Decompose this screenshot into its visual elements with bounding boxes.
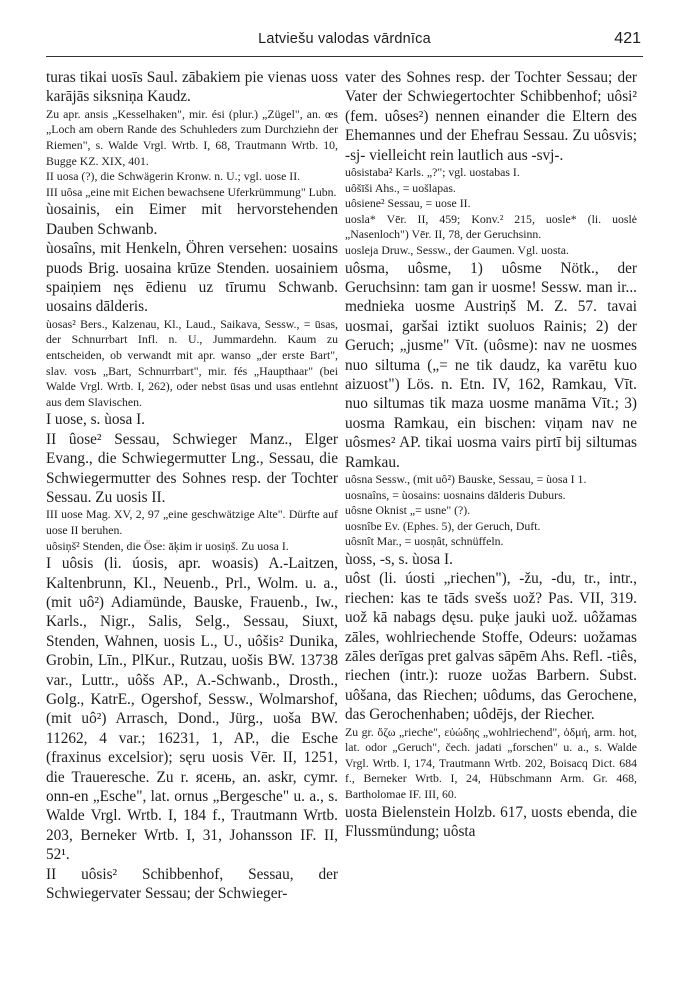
- entry-paragraph: uosla* Vēr. II, 459; Konv.² 215, uosle* (li. uoslė „Nasenloch") Vēr. II, 78, der Geruchsinn.: [345, 211, 637, 242]
- right-column: [345, 68, 637, 992]
- page-header: [46, 30, 643, 57]
- entry-paragraph: turas tikai uosīs Saul. zābakiem pie vienas uoss karājās siksniņa Kaudz.: [46, 69, 338, 106]
- entry-paragraph: uosta Bielenstein Holzb. 617, uosts ebenda, die Flussmündung; uôsta: [345, 803, 637, 841]
- entry-paragraph: I uose, s. ùosa I.: [46, 411, 145, 429]
- entry-paragraph: II uôsis² Schibbenhof, Sessau, der Schwiegervater Sessau; der Schwieger-: [46, 865, 338, 903]
- entry-paragraph: ùosaîns, mit Henkeln, Öhren versehen: uosains puods Brig. uosaina krūze Stenden. uosainiem spaiņiem nęs ēdienu uz tīrumu Schwanb. uosains dālderis.: [46, 240, 338, 316]
- entry-paragraph: uôsistaba² Karls. „?"; vgl. uostabas I.: [345, 165, 520, 180]
- entry-paragraph: II ûose² Sessau, Schwieger Manz., Elger Evang., die Schwiegermutter Lng., Sessau, die Schwiegermutter des Sohnes resp. der Tochter Sessau. Zu uosis II.: [46, 430, 338, 506]
- entry-paragraph: vater des Sohnes resp. der Tochter Sessau; der Vater der Schwiegertochter Schibbenhof; uôsi² (fem. uôses²) nennen einander die Eltern des Ehemannes und der Ehefrau Sessau. Zu uôsvis; -sj- vielleicht rein lautlich aus -svj-.: [345, 69, 637, 164]
- entry-paragraph: uôsiņš² Stenden, die Öse: āķim ir uosiņš. Zu uosa I.: [46, 538, 289, 553]
- left-column: [46, 68, 338, 992]
- entry-paragraph: uosleja Druw., Sessw., der Gaumen. Vgl. uosta.: [345, 243, 569, 257]
- entry-paragraph: II uosa (?), die Schwägerin Kronw. n. U.; vgl. uose II.: [46, 169, 301, 184]
- entry-paragraph: uosnaîns, = ùosains: uosnains dālderis Duburs.: [345, 487, 566, 502]
- page-number: 421: [614, 30, 641, 47]
- entry-paragraph: ùosainis, ein Eimer mit hervorstehenden Dauben Schwanb.: [46, 201, 338, 238]
- entry-paragraph: uôsna Sessw., (mit uô²) Bauske, Sessau, = ùosa I 1.: [345, 472, 587, 487]
- entry-paragraph: ùosas² Bers., Kalzenau, Kl., Laud., Saikava, Sessw., = ūsas, der Schnurrbart Infl. n. U., Jummardehn. Kaum zu entscheiden, ob verwandt mit apr. wanso „der erste Bart", slav. vosъ „Bart, Schnurrbart", mir. fés „Haupthaar" (bei Walde Vrgl. Wrtb. I, 262), oder nebst ūsas und usas entlehnt aus dem Slavischen.: [46, 316, 338, 409]
- etymology-note: Zu gr. ὄζω „rieche", εὐώδης „wohlriechend", ὀδμή, arm. hot, lat. odor „Geruch", čech. jadati „forschen" u. a., s. Walde Vrgl. Wrtb. I, 174, Trautmann Wrtb. 202, Boisacq Dict. 684 f., Berneker Wrtb. I, 24, Hübschmann Arm. Gr. 468, Bartholomae IF. III, 60.: [345, 724, 637, 802]
- entry-paragraph: ùoss, -s, s. ùosa I.: [345, 551, 453, 569]
- entry-paragraph: III uôsa „eine mit Eichen bewachsene Uferkrümmung" Lubn.: [46, 184, 337, 199]
- running-title: Latviešu valodas vārdnīca: [258, 31, 431, 47]
- entry-paragraph: III uose Mag. XV, 2, 97 „eine geschwätzige Alte". Dürfte auf uose II beruhen.: [46, 507, 338, 537]
- etymology-note: Zu apr. ansis „Kesselhaken", mir. ési (plur.) „Zügel", an. œs „Loch am obern Rande des Schuhleders zum Durchziehn der Riemen", s. Walde Vrgl. Wrtb. I, 68, Trautmann Wrtb. 10, Bugge KZ. XIX, 401.: [46, 106, 338, 168]
- entry-paragraph: I uôsis (li. úosis, apr. woasis) A.-Laitzen, Kaltenbrunn, Kl., Neuenb., Prl., Wolm. u. a., (mit uô²) Adiamünde, Bauske, Frauenb., Iw., Karls., Nigr., Salis, Selg., Sessau, Siuxt, Stenden, Wahnen, uosis L., U., uôšis² Dunika, Grobin, Līn., PlKur., Rutzau, uošis BW. 13738 var., Luttr., uôšs AP., A.-Schwanb., Drosth., Golg., KatrE., Ogershof, Sessw., Wolmarshof, (mit uô²) Arrasch, Dond., Jürg., uoša BW. 11262, 4 var.; 16231, 1, AP., die Esche (fraxinus excelsior); sęru uosis Vēr. II, 1251, die Traueresche. Zu r. ясень, an. askr, cymr. onn-en „Esche", lat. ornus „Bergesche" u. a., s. Walde Vrgl. Wrtb. I, 184 f., Trautmann Wrtb. 203, Berneker Wrtb. I, 31, Johansson IF. II, 52¹.: [46, 555, 338, 864]
- entry-paragraph: uosnîbe Ev. (Ephes. 5), der Geruch, Duft.: [345, 518, 541, 533]
- entry-paragraph: uôst (li. úosti „riechen"), -žu, -du, tr., intr., riechen: kas te tāds svešs uož? Pas. VII, 319. uož kā nabags dęsu. puķe jauki uož. uôžamas zāles, wohlriechende Stoffe, Odeurs: uožamas zāles derīgas pret galvas sāpēm Ahs. Refl. -tiês, riechen (intr.): ruoze uožas Barbern. Subst. uôšana, das Riechen; uôdums, das Gerochene, das Gerochenhaben; uôdējs, der Riecher.: [345, 570, 637, 724]
- entry-paragraph: uôsiene² Sessau, = uose II.: [345, 196, 471, 211]
- entry-paragraph: uôsnît Mar., = uosņât, schnüffeln.: [345, 534, 504, 549]
- entry-paragraph: uôšīši Ahs., = uošlapas.: [345, 180, 456, 195]
- entry-paragraph: uôsma, uôsme, 1) uôsme Nötk., der Geruchsinn: tam gan ir uosme! Sessw. man ir... mednieka uosme Austriņš M. Z. 57. tavai uosmai, garšai iztikt suoluos Rainis; 2) der Geruch; „jusme" Vīt. (uôsme): nav ne uosmes nuo siltuma („= ne tik daudz, ka varētu kuo aizuost") Lös. n. Etn. IV, 162, Ramkau, Vīt. nuo siltumas tik maza uosme manāma Vīt.; 3) uosma Ramkau, ein bischen: viņam nav ne uôsmes² AP. tikai uosma vairs pirtī bij siltumas Ramkau.: [345, 259, 637, 471]
- entry-paragraph: uôsne Oknist „= usne" (?).: [345, 503, 471, 518]
